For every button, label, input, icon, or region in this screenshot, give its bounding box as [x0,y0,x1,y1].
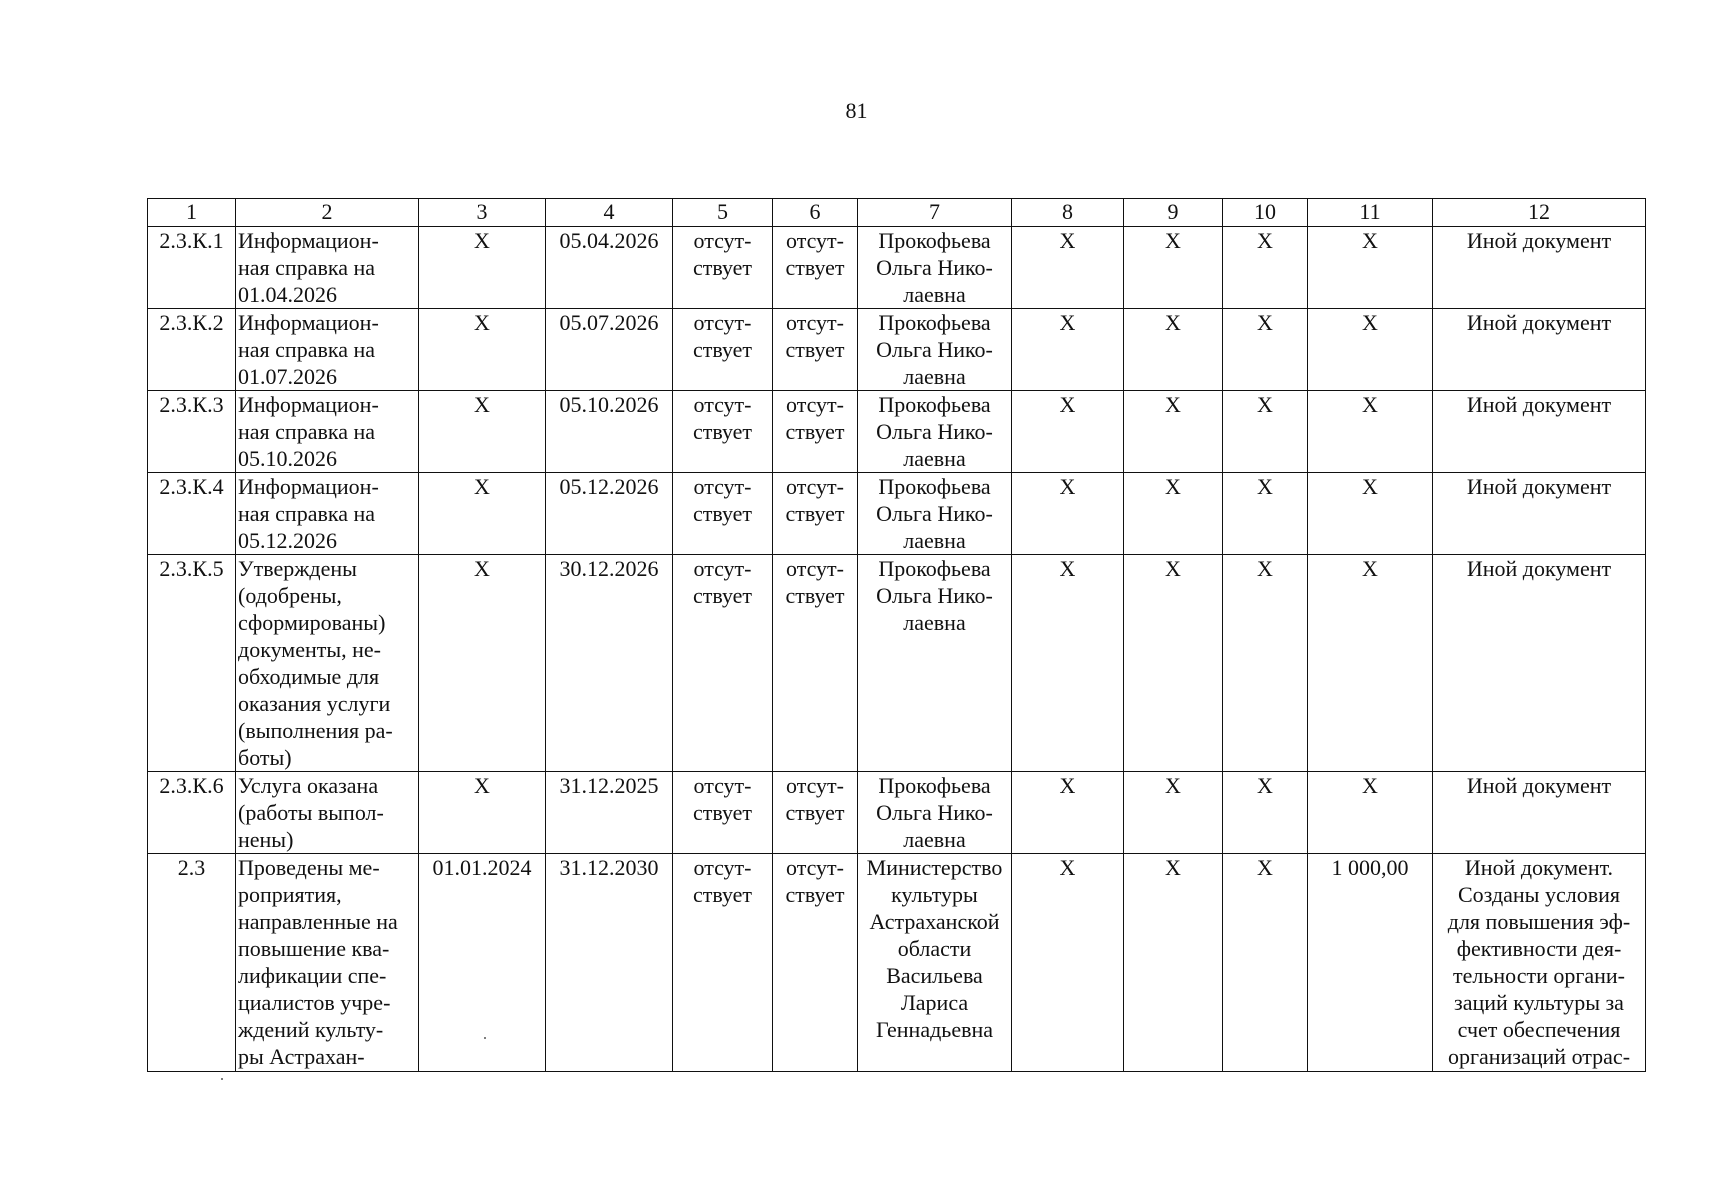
row-start: Х [419,772,546,854]
column-number-row [148,199,1646,227]
row-col10: Х [1223,391,1308,473]
column-header: 2 [236,199,419,227]
row-col12: Иной документ [1433,391,1646,473]
column-header: 1 [148,199,236,227]
row-col12: Иной документ [1433,555,1646,772]
column-header: 7 [858,199,1012,227]
row-code: 2.3 [148,854,236,1072]
row-responsible: Прокофьева Ольга Нико- лаевна [858,227,1012,309]
row-col12: Иной документ [1433,227,1646,309]
row-name: Информацион- ная справка на 01.04.2026 [236,227,419,309]
row-col6: отсут- ствует [773,309,858,391]
table-row [148,227,1646,309]
row-col9: Х [1124,473,1223,555]
row-start: 01.01.2024 [419,854,546,1072]
scan-speck [484,1037,486,1039]
row-name: Проведены ме- роприятия, направленные на повышение ква- лификации спе- циалистов учре- ждений культу- ры Астрахан- [236,854,419,1072]
row-code: 2.3.К.3 [148,391,236,473]
row-col5: отсут- ствует [673,309,773,391]
row-col11: Х [1308,555,1433,772]
row-code: 2.3.К.2 [148,309,236,391]
row-col5: отсут- ствует [673,227,773,309]
table-row [148,854,1646,1072]
row-col11: Х [1308,227,1433,309]
row-start: Х [419,309,546,391]
row-name: Информацион- ная справка на 05.12.2026 [236,473,419,555]
table-row [148,772,1646,854]
row-name: Услуга оказана (работы выпол- нены) [236,772,419,854]
row-col10: Х [1223,854,1308,1072]
row-responsible: Прокофьева Ольга Нико- лаевна [858,391,1012,473]
row-col11: 1 000,00 [1308,854,1433,1072]
row-end: 31.12.2025 [546,772,673,854]
row-end: 05.10.2026 [546,391,673,473]
row-end: 30.12.2026 [546,555,673,772]
row-col6: отсут- ствует [773,391,858,473]
row-col11: Х [1308,309,1433,391]
row-col10: Х [1223,555,1308,772]
row-col5: отсут- ствует [673,555,773,772]
row-responsible: Прокофьева Ольга Нико- лаевна [858,473,1012,555]
row-col9: Х [1124,772,1223,854]
row-start: Х [419,391,546,473]
row-col12: Иной документ [1433,309,1646,391]
row-col9: Х [1124,309,1223,391]
row-col8: Х [1012,555,1124,772]
row-end: 05.07.2026 [546,309,673,391]
row-responsible: Прокофьева Ольга Нико- лаевна [858,309,1012,391]
row-end: 05.04.2026 [546,227,673,309]
row-col11: Х [1308,473,1433,555]
row-code: 2.3.К.6 [148,772,236,854]
row-responsible: Прокофьева Ольга Нико- лаевна [858,555,1012,772]
row-col8: Х [1012,309,1124,391]
row-end: 31.12.2030 [546,854,673,1072]
row-col8: Х [1012,854,1124,1072]
row-col12: Иной документ [1433,772,1646,854]
row-name: Информацион- ная справка на 05.10.2026 [236,391,419,473]
row-col10: Х [1223,309,1308,391]
row-col6: отсут- ствует [773,227,858,309]
row-name: Утверждены (одобрены, сформированы) документы, не- обходимые для оказания услуги (выполнения ра- боты) [236,555,419,772]
row-col9: Х [1124,227,1223,309]
column-header: 8 [1012,199,1124,227]
column-header: 9 [1124,199,1223,227]
row-responsible: Прокофьева Ольга Нико- лаевна [858,772,1012,854]
page-number: 81 [845,98,868,123]
column-header: 3 [419,199,546,227]
scan-speck [221,1078,223,1080]
column-header: 11 [1308,199,1433,227]
row-col10: Х [1223,227,1308,309]
row-code: 2.3.К.4 [148,473,236,555]
row-col11: Х [1308,391,1433,473]
row-start: Х [419,227,546,309]
row-col9: Х [1124,555,1223,772]
row-code: 2.3.К.1 [148,227,236,309]
row-col12: Иной документ. Созданы условия для повышения эф- фективности дея- тельности органи- заций культуры за счет обеспечения организаций отрас- [1433,854,1646,1072]
row-col5: отсут- ствует [673,854,773,1072]
row-col6: отсут- ствует [773,854,858,1072]
row-col6: отсут- ствует [773,555,858,772]
table-row [148,473,1646,555]
row-name: Информацион- ная справка на 01.07.2026 [236,309,419,391]
row-col6: отсут- ствует [773,473,858,555]
row-col9: Х [1124,391,1223,473]
row-col6: отсут- ствует [773,772,858,854]
row-responsible: Министерство культуры Астраханской области Васильева Лариса Геннадьевна [858,854,1012,1072]
plan-table [147,198,1646,1072]
column-header: 6 [773,199,858,227]
row-col5: отсут- ствует [673,391,773,473]
column-header: 10 [1223,199,1308,227]
row-col5: отсут- ствует [673,473,773,555]
row-col11: Х [1308,772,1433,854]
row-col5: отсут- ствует [673,772,773,854]
column-header: 12 [1433,199,1646,227]
column-header: 5 [673,199,773,227]
row-col8: Х [1012,227,1124,309]
row-col8: Х [1012,391,1124,473]
row-start: Х [419,555,546,772]
row-col8: Х [1012,473,1124,555]
table-row [148,555,1646,772]
row-end: 05.12.2026 [546,473,673,555]
row-start: Х [419,473,546,555]
row-col8: Х [1012,772,1124,854]
row-code: 2.3.К.5 [148,555,236,772]
table-row [148,391,1646,473]
row-col10: Х [1223,473,1308,555]
row-col12: Иной документ [1433,473,1646,555]
table-row [148,309,1646,391]
row-col9: Х [1124,854,1223,1072]
column-header: 4 [546,199,673,227]
row-col10: Х [1223,772,1308,854]
